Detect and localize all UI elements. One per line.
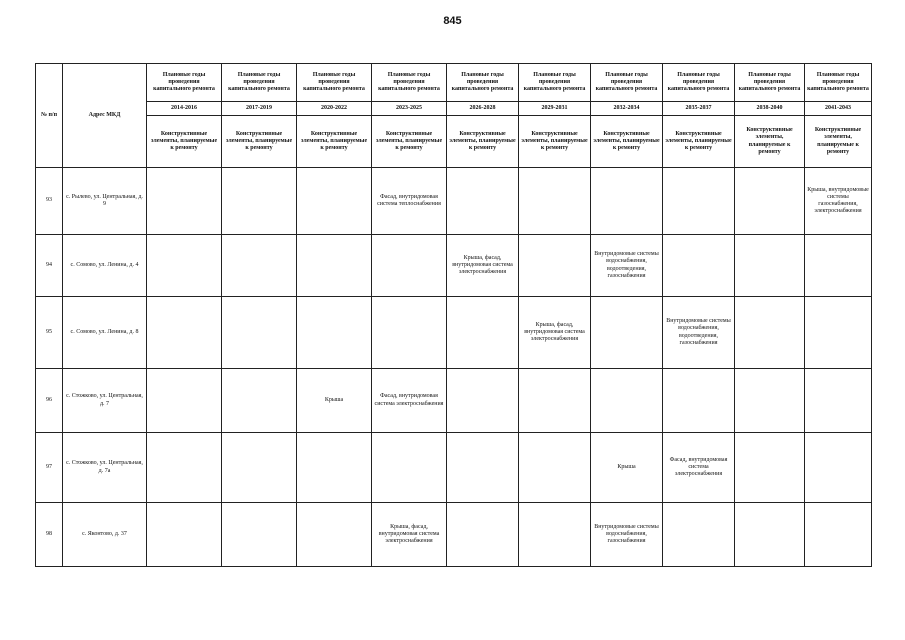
work-cell [735,433,805,503]
row-address: с. Стожково, ул. Центральная, д. 7 [63,369,147,433]
work-cell [147,235,222,297]
work-cell [372,433,447,503]
work-cell: Крыша, фасад, внутридомовая система электроснабжения [519,297,591,369]
work-cell [735,235,805,297]
header-period-title: Плановые годы проведения капитального ремонта [147,64,222,102]
header-elements: Конструктивные элементы, планируемые к ремонту [222,116,297,168]
table-row [36,433,872,503]
header-period-title: Плановые годы проведения капитального ремонта [447,64,519,102]
header-years: 2026-2028 [447,102,519,116]
work-cell [372,297,447,369]
header-years: 2041-2043 [805,102,872,116]
work-cell [297,168,372,235]
work-cell [297,297,372,369]
header-elements: Конструктивные элементы, планируемые к ремонту [663,116,735,168]
work-cell [735,297,805,369]
work-cell: Внутридомовые системы водоснабжения, водоотведения, газоснабжения [591,235,663,297]
work-cell [147,369,222,433]
table-row [36,503,872,567]
work-cell: Крыша [297,369,372,433]
header-elements: Конструктивные элементы, планируемые к ремонту [519,116,591,168]
work-cell [591,369,663,433]
row-number: 96 [36,369,63,433]
work-cell: Крыша, фасад, внутридомовая система электроснабжения [372,503,447,567]
work-cell [297,433,372,503]
table-row [36,369,872,433]
header-elements: Конструктивные элементы, планируемые к ремонту [447,116,519,168]
work-cell: Фасад, внутридомовая система теплоснабжения [372,168,447,235]
row-number: 94 [36,235,63,297]
work-cell [222,369,297,433]
work-cell [447,433,519,503]
work-cell [735,369,805,433]
row-address: с. Сомово, ул. Ленина, д. 8 [63,297,147,369]
table-row [36,235,872,297]
work-cell: Внутридомовые системы водоснабжения, газоснабжения [591,503,663,567]
header-period-title: Плановые годы проведения капитального ремонта [735,64,805,102]
work-cell [447,369,519,433]
row-address: с. Стожково, ул. Центральная, д. 7а [63,433,147,503]
header-years: 2014-2016 [147,102,222,116]
work-cell [805,369,872,433]
row-number: 97 [36,433,63,503]
header-elements: Конструктивные элементы, планируемые к ремонту [591,116,663,168]
header-period-title: Плановые годы проведения капитального ремонта [222,64,297,102]
work-cell [591,168,663,235]
work-cell [735,168,805,235]
capital-repair-table [35,63,872,567]
header-period-title: Плановые годы проведения капитального ремонта [372,64,447,102]
row-number: 95 [36,297,63,369]
header-years: 2038-2040 [735,102,805,116]
work-cell [447,297,519,369]
row-address: с. Рылево, ул. Центральная, д. 9 [63,168,147,235]
work-cell [297,503,372,567]
work-cell: Внутридомовые системы водоснабжения, водоотведения, газоснабжения [663,297,735,369]
header-elements: Конструктивные элементы, планируемые к ремонту [735,116,805,168]
work-cell [222,235,297,297]
work-cell [147,168,222,235]
header-address: Адрес МКД [63,64,147,168]
row-address: с. Яконтово, д. 37 [63,503,147,567]
work-cell [519,168,591,235]
header-years: 2023-2025 [372,102,447,116]
header-elements: Конструктивные элементы, планируемые к ремонту [372,116,447,168]
work-cell: Крыша [591,433,663,503]
work-cell [372,235,447,297]
work-cell [519,503,591,567]
header-years: 2017-2019 [222,102,297,116]
work-cell: Крыша, внутридомовые системы газоснабжения, электроснабжения [805,168,872,235]
header-period-title: Плановые годы проведения капитального ремонта [805,64,872,102]
header-period-title: Плановые годы проведения капитального ремонта [663,64,735,102]
work-cell [447,503,519,567]
work-cell [735,503,805,567]
work-cell [147,503,222,567]
row-number: 98 [36,503,63,567]
work-cell [519,235,591,297]
row-address: с. Сомово, ул. Ленина, д. 4 [63,235,147,297]
header-years: 2035-2037 [663,102,735,116]
work-cell [805,503,872,567]
work-cell: Фасад, внутридомовая система электроснабжения [663,433,735,503]
work-cell [663,503,735,567]
work-cell [297,235,372,297]
header-period-title: Плановые годы проведения капитального ремонта [591,64,663,102]
work-cell [519,369,591,433]
header-num: № п/п [36,64,63,168]
work-cell [222,503,297,567]
work-cell [147,433,222,503]
work-cell [663,168,735,235]
work-cell [805,297,872,369]
work-cell [663,235,735,297]
work-cell: Крыша, фасад, внутридомовая система электроснабжения [447,235,519,297]
work-cell [222,297,297,369]
header-years: 2032-2034 [591,102,663,116]
work-cell [222,433,297,503]
work-cell [591,297,663,369]
work-cell [663,369,735,433]
header-years: 2020-2022 [297,102,372,116]
work-cell [222,168,297,235]
work-cell [519,433,591,503]
header-years: 2029-2031 [519,102,591,116]
table-row [36,297,872,369]
page-number: 845 [443,15,462,27]
header-elements: Конструктивные элементы, планируемые к ремонту [805,116,872,168]
work-cell [805,433,872,503]
table-row [36,168,872,235]
header-elements: Конструктивные элементы, планируемые к ремонту [147,116,222,168]
work-cell [447,168,519,235]
row-number: 93 [36,168,63,235]
header-period-title: Плановые годы проведения капитального ремонта [297,64,372,102]
work-cell [805,235,872,297]
work-cell: Фасад, внутридомовая система электроснабжения [372,369,447,433]
header-elements: Конструктивные элементы, планируемые к ремонту [297,116,372,168]
header-period-title: Плановые годы проведения капитального ремонта [519,64,591,102]
work-cell [147,297,222,369]
